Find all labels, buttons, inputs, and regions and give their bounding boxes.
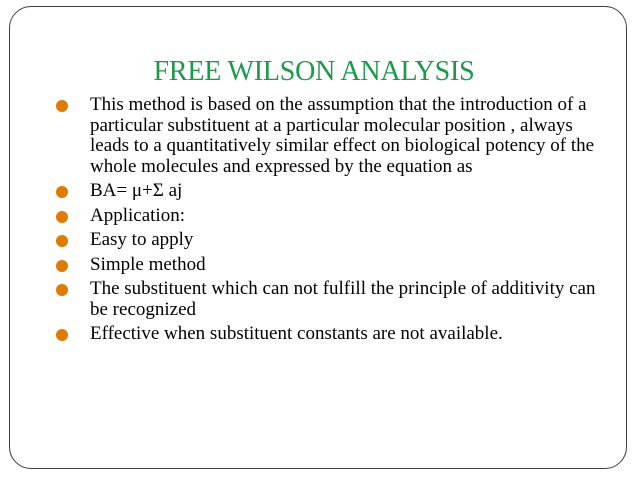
bullet-dot-icon <box>56 284 68 296</box>
bullet-text: Effective when substituent constants are not available. <box>90 323 503 344</box>
bullet-item <box>50 255 610 276</box>
bullet-text: This method is based on the assumption that the introduction of a particular substituent at a particular molecular position , always leads to a quantitatively similar effect on biological potency of the whole molecules and expressed by the equation as <box>90 94 595 177</box>
bullet-item <box>50 230 610 251</box>
bullet-dot-icon <box>56 329 68 341</box>
bullet-dot-icon <box>56 211 68 223</box>
bullet-text: Application: <box>90 204 185 226</box>
bullet-text: Easy to apply <box>90 229 194 250</box>
bullet-text: The substituent which can not fulfill the principle of additivity can be recognized <box>90 278 596 320</box>
bullet-item <box>50 181 610 202</box>
bullet-item <box>50 279 610 320</box>
bullet-dot-icon <box>56 186 68 198</box>
bullet-dot-icon <box>56 260 68 272</box>
bullet-list <box>50 95 610 349</box>
bullet-item <box>50 324 610 345</box>
slide-title: FREE WILSON ANALYSIS <box>153 56 475 87</box>
bullet-dot-icon <box>56 100 68 112</box>
bullet-text: BA= μ+Σ aj <box>90 180 183 201</box>
bullet-item <box>50 95 610 177</box>
bullet-dot-icon <box>56 235 68 247</box>
bullet-text: Simple method <box>90 253 206 275</box>
bullet-item <box>50 206 610 227</box>
